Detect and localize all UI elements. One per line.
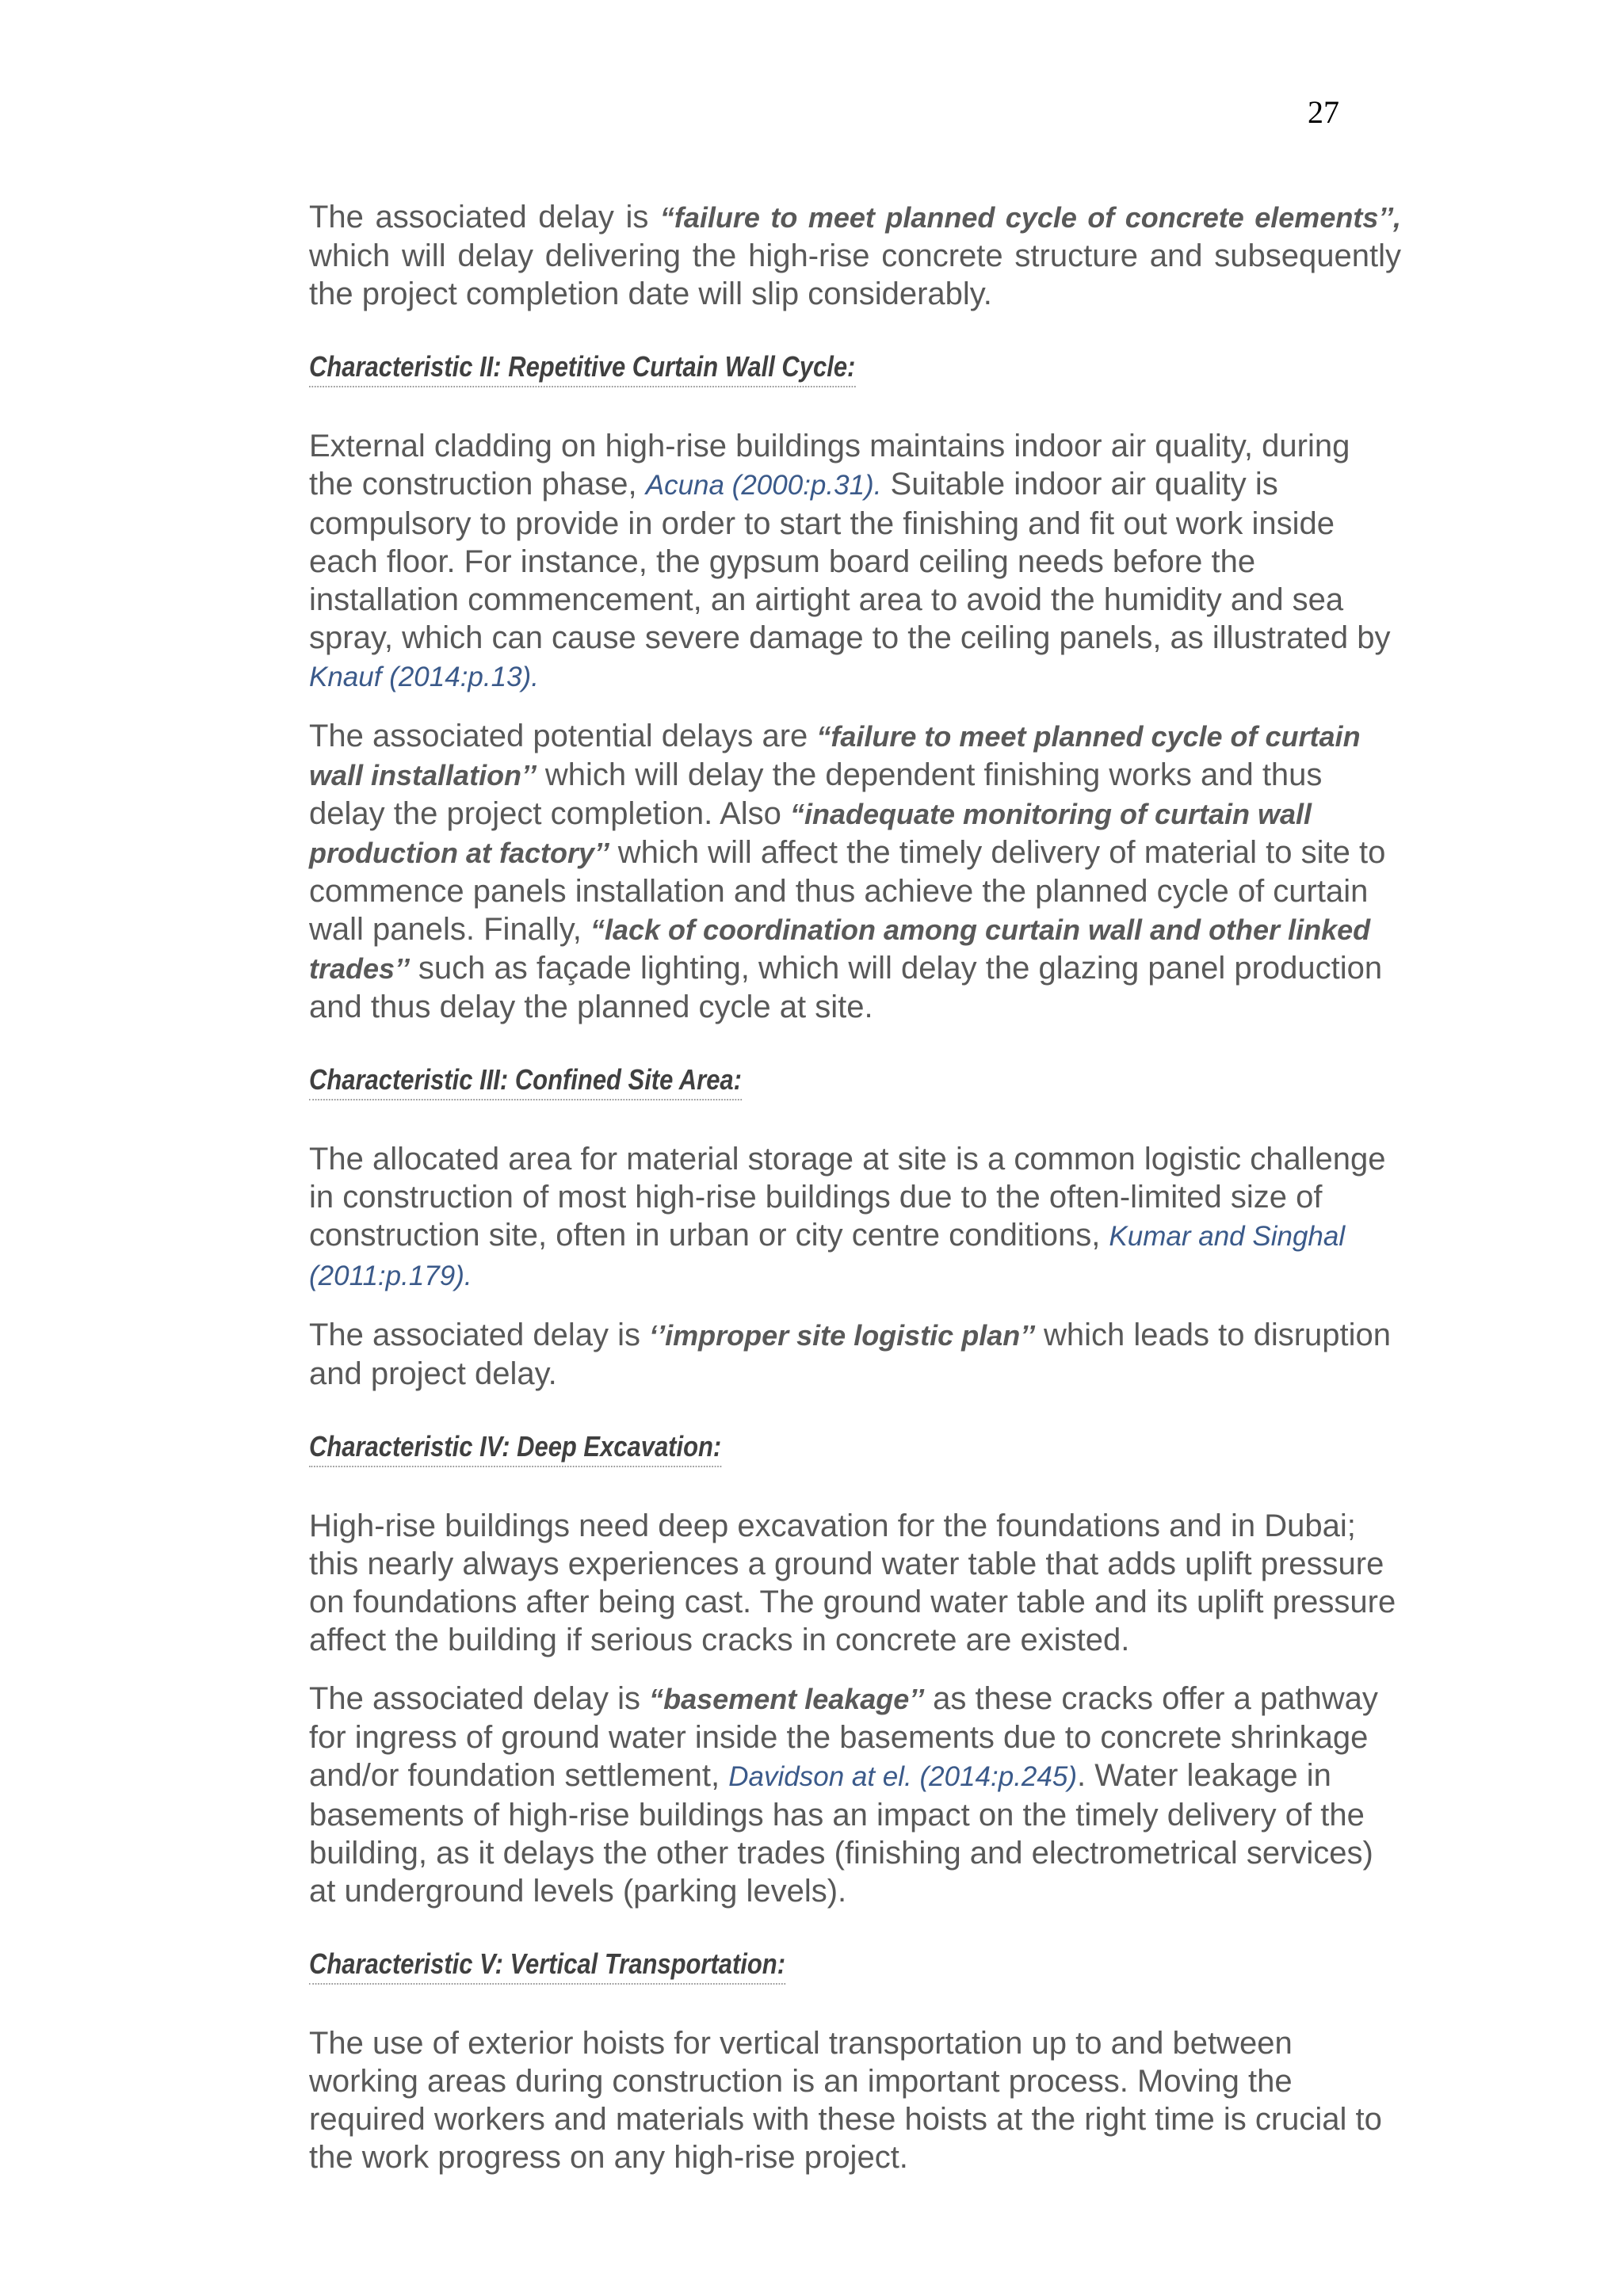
paragraph-concrete-delay — [309, 198, 1401, 313]
paragraph-deep-excavation — [309, 1507, 1401, 1659]
text: The associated delay is — [309, 1318, 650, 1352]
section-heading-curtain-wall: Characteristic II: Repetitive Curtain Wall Cycle: — [309, 349, 855, 387]
text: . Water leakage in basements of high-rise buildings has an impact on the timely delivery of the building, as it delays the other trades (finishing and electrometrical services) at underground levels (parking levels). — [309, 1758, 1373, 1909]
delay-quote: “failure to meet planned cycle of concrete elements’’, — [659, 201, 1402, 234]
text: The associated delay is — [309, 200, 660, 235]
paragraph-material-storage — [309, 1140, 1401, 1295]
text: which will delay the dependent finishing works and thus delay the project completion. Also — [309, 757, 1323, 831]
paragraph-exterior-hoists — [309, 2024, 1401, 2176]
citation-knauf: Knauf (2014:p.13). — [309, 662, 539, 692]
section-heading-vertical-transportation: Characteristic V: Vertical Transportation: — [309, 1947, 785, 1985]
delay-quote: ‘’improper site logistic plan’’ — [649, 1319, 1035, 1352]
delay-quote: “inadequate monitoring of curtain wall production at factory’’ — [309, 798, 1312, 869]
text: The associated delay is — [309, 1681, 650, 1716]
paragraph-curtain-wall-delays — [309, 717, 1401, 1026]
delay-quote: “lack of coordination among curtain wall and other linked trades’’ — [309, 913, 1371, 985]
delay-quote: “failure to meet planned cycle of curtain wall installation’’ — [309, 720, 1361, 791]
section-heading-deep-excavation: Characteristic IV: Deep Excavation: — [309, 1429, 721, 1467]
page-content — [309, 198, 1401, 2197]
paragraph-external-cladding — [309, 427, 1401, 696]
citation-davidson: Davidson at el. (2014:p.245) — [728, 1761, 1077, 1792]
text: which will affect the timely delivery of material to site to commence panels installation and thus achieve the planned cycle of curtain wall panels. Finally, — [309, 835, 1386, 947]
citation-acuna: Acuna (2000:p.31). — [645, 470, 882, 501]
section-heading-confined-site: Characteristic III: Confined Site Area: — [309, 1062, 742, 1100]
delay-quote: “basement leakage’’ — [649, 1683, 924, 1715]
paragraph-basement-leakage — [309, 1680, 1401, 1910]
text: as these cracks offer a pathway for ingress of ground water inside the basements due to concrete shrinkage and/or foundation settlement, — [309, 1681, 1378, 1793]
text: such as façade lighting, which will delay the glazing panel production and thus delay the planned cycle at site. — [309, 951, 1383, 1024]
page-number: 27 — [1308, 94, 1339, 130]
text: The allocated area for material storage at site is a common logistic challenge in construction of most high-rise buildings due to the often-limited size of construction site, often in urban or city centre conditions, — [309, 1142, 1386, 1253]
text: High-rise buildings need deep excavation for the foundations and in Dubai; this nearly always experiences a ground water table that adds uplift pressure on foundations after being cast. The ground water table and its uplift pressure affect the building if serious cracks in concrete are existed. — [309, 1508, 1396, 1657]
paragraph-site-logistic-delay — [309, 1316, 1401, 1393]
citation-kumar-singhal: Kumar and Singhal (2011:p.179). — [309, 1221, 1346, 1291]
text: Suitable indoor air quality is compulsory to provide in order to start the finishing and fit out work inside each floor. For instance, the gypsum board ceiling needs before the installation commencement, an airtight area to avoid the humidity and sea spray, which can cause severe damage to the ceiling panels, as illustrated by — [309, 467, 1391, 655]
text: External cladding on high-rise buildings maintains indoor air quality, during the construction phase, — [309, 429, 1350, 502]
text: The use of exterior hoists for vertical transportation up to and between working areas during construction is an important process. Moving the required workers and materials with these hoists at the right time is crucial to the work progress on any high-rise project. — [309, 2026, 1382, 2175]
text: which leads to disruption and project delay. — [309, 1318, 1392, 1391]
text: which will delay delivering the high-rise concrete structure and subsequently the project completion date will slip considerably. — [309, 238, 1401, 311]
text: The associated potential delays are — [309, 719, 817, 753]
